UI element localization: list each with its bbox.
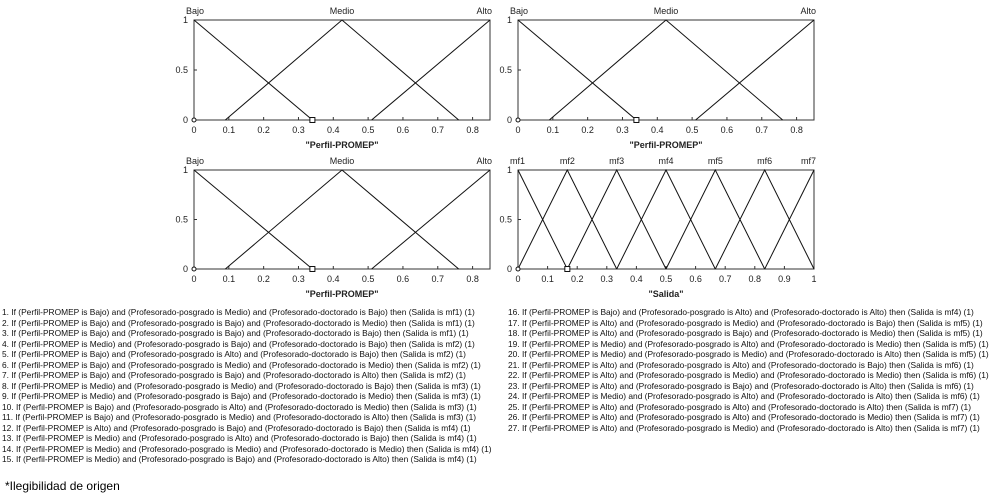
x-axis-label: "Perfil-PROMEP"	[305, 140, 379, 150]
rules-list-left	[2, 307, 492, 465]
x-tick-label: 0.8	[466, 274, 479, 284]
rule-item: 4. If (Perfil-PROMEP is Medio) and (Profesorado-posgrado is Bajo) and (Profesorado-doctorado is Bajo) then (Salida is mf2) (1)	[2, 338, 475, 349]
series-label: mf1	[510, 156, 526, 166]
rule-item: 8. If (Perfil-PROMEP is Medio) and (Profesorado-posgrado is Medio) and (Profesorado-doctorado is Bajo) then (Salida is mf3) (1)	[2, 380, 481, 391]
x-tick-label: 0.5	[659, 274, 673, 284]
origin-marker	[516, 118, 520, 122]
series-label: Medio	[329, 6, 355, 16]
marker-square	[310, 118, 315, 123]
x-tick-label: 0.2	[257, 125, 270, 135]
y-tick-label: 0.5	[499, 214, 512, 225]
series-line-Medio	[549, 20, 782, 120]
x-tick-label: 0.3	[616, 125, 629, 135]
rule-item: 24. If (Perfil-PROMEP is Medio) and (Profesorado-posgrado is Alto) and (Profesorado-doctorado is Alto) then (Salida is mf6) (1)	[508, 391, 980, 401]
rule-item: 14. If (Perfil-PROMEP is Medio) and (Profesorado-posgrado is Medio) and (Profesorado-doctorado is Medio) then (Salida is mf4) (1)	[2, 443, 492, 454]
x-tick-label: 0.7	[718, 274, 732, 284]
x-tick-label: 1	[811, 274, 817, 284]
rule-item: 15. If (Perfil-PROMEP is Medio) and (Profesorado-posgrado is Bajo) and (Profesorado-doctorado is Alto) then (Salida is mf4) (1)	[2, 454, 477, 464]
x-tick-label: 0.2	[581, 125, 594, 135]
rule-item: 19. If (Perfil-PROMEP is Medio) and (Profesorado-posgrado is Alto) and (Profesorado-doctorado is Medio) then (Salida is mf5) (1)	[508, 338, 989, 349]
rule-item: 2. If (Perfil-PROMEP is Bajo) and (Profesorado-posgrado is Bajo) and (Profesorado-doctorado is Medio) then (Salida is mf1) (1)	[2, 317, 475, 328]
x-tick-label: 0.8	[748, 274, 762, 284]
rule-item: 9. If (Perfil-PROMEP is Medio) and (Profesorado-posgrado is Bajo) and (Profesorado-doctorado is Medio) then (Salida is mf3) (1)	[2, 391, 481, 401]
rule-item: 18. If (Perfil-PROMEP is Alto) and (Profesorado-posgrado is Bajo) and (Profesorado-doctorado is Medio) then (Salida is mf5) (1)	[508, 328, 983, 338]
rule-item: 7. If (Perfil-PROMEP is Bajo) and (Profesorado-posgrado is Bajo) and (Profesorado-doctorado is Alto) then (Salida is mf2) (1)	[2, 370, 466, 380]
series-line-Bajo	[194, 170, 312, 269]
marker-square	[634, 118, 639, 123]
series-label: mf2	[559, 156, 575, 166]
rule-item: 6. If (Perfil-PROMEP is Bajo) and (Profesorado-posgrado is Medio) and (Profesorado-doctorado is Medio) then (Salida is mf2) (1)	[2, 359, 481, 370]
series-line-Bajo	[194, 20, 312, 120]
rule-item: 3. If (Perfil-PROMEP is Bajo) and (Profesorado-posgrado is Bajo) and (Profesorado-doctorado is Bajo) then (Salida is mf1) (1)	[2, 328, 469, 338]
rule-item: 25. If (Perfil-PROMEP is Alto) and (Profesorado-posgrado is Alto) and (Profesorado-doctorado is Alto) then (Salida is mf7) (1)	[508, 401, 972, 412]
rule-item: 20. If (Perfil-PROMEP is Medio) and (Profesorado-posgrado is Medio) and (Profesorado-doctorado is Alto) then (Salida is mf5) (1)	[508, 349, 989, 359]
rule-item: 26. If (Perfil-PROMEP is Alto) and (Profesorado-posgrado is Alto) and (Profesorado-doctorado is Medio) then (Salida is mf7) (1)	[508, 412, 980, 422]
y-tick-label: 1	[182, 165, 188, 175]
chart-1	[175, 6, 492, 150]
x-tick-label: 0.1	[222, 125, 236, 135]
x-tick-label: 0.7	[755, 125, 769, 135]
origin-marker	[516, 267, 520, 271]
rule-item: 10. If (Perfil-PROMEP is Bajo) and (Profesorado-posgrado is Alto) and (Profesorado-doctorado is Medio) then (Salida is mf3) (1)	[2, 401, 477, 412]
x-tick-label: 0.7	[431, 274, 445, 284]
series-label: mf4	[658, 156, 674, 166]
x-tick-label: 0.2	[570, 274, 584, 284]
x-tick-label: 0	[515, 274, 521, 284]
series-label: Alto	[476, 156, 492, 166]
rule-item: 1. If (Perfil-PROMEP is Bajo) and (Profesorado-posgrado is Medio) and (Profesorado-doctorado is Bajo) then (Salida is mf1) (1)	[2, 307, 475, 317]
x-axis-label: "Salida"	[648, 289, 684, 299]
chart-4	[499, 156, 816, 299]
x-tick-label: 0.5	[361, 125, 375, 135]
origin-marker	[192, 118, 196, 122]
series-label: Bajo	[186, 156, 205, 166]
footnote: *Ilegibilidad de origen	[5, 479, 120, 493]
x-tick-label: 0.4	[651, 125, 664, 135]
x-tick-label: 0.1	[541, 274, 554, 284]
x-tick-label: 0.8	[790, 125, 803, 135]
x-tick-label: 0.6	[720, 125, 734, 135]
rule-item: 21. If (Perfil-PROMEP is Alto) and (Profesorado-posgrado is Alto) and (Profesorado-doctorado is Bajo) then (Salida is mf6) (1)	[508, 359, 974, 370]
x-tick-label: 0.3	[292, 125, 305, 135]
y-tick-label: 0	[506, 264, 512, 274]
series-label: mf5	[707, 156, 723, 166]
x-tick-label: 0	[515, 125, 521, 135]
x-tick-label: 0.4	[327, 274, 340, 284]
series-label: Medio	[329, 156, 355, 166]
rule-item: 27. If (Perfil-PROMEP is Alto) and (Profesorado-posgrado is Medio) and (Profesorado-doctorado is Alto) then (Salida is mf7) (1)	[508, 422, 980, 433]
series-label: Medio	[653, 6, 679, 16]
x-tick-label: 0.6	[396, 125, 410, 135]
rule-item: 22. If (Perfil-PROMEP is Alto) and (Profesorado-posgrado is Medio) and (Profesorado-doctorado is Medio) then (Salida is mf6) (1)	[508, 370, 989, 380]
x-tick-label: 0.1	[222, 274, 236, 284]
series-line-mf2	[518, 170, 617, 269]
x-tick-label: 0.4	[630, 274, 643, 284]
y-tick-label: 0	[182, 264, 188, 274]
series-label: mf6	[757, 156, 773, 166]
rule-item: 12. If (Perfil-PROMEP is Alto) and (Profesorado-posgrado is Bajo) and (Profesorado-doctorado is Bajo) then (Salida is mf4) (1)	[2, 422, 471, 433]
chart-2	[499, 6, 816, 150]
series-line-Medio	[225, 20, 458, 120]
series-line-mf6	[715, 170, 814, 269]
series-line-mf4	[617, 170, 716, 269]
series-label: Alto	[800, 6, 816, 16]
rule-item: 11. If (Perfil-PROMEP is Bajo) and (Profesorado-posgrado is Medio) and (Profesorado-doctorado is Alto) then (Salida is mf3) (1)	[2, 412, 477, 422]
series-label: Bajo	[186, 6, 205, 16]
series-line-Alto	[696, 20, 814, 120]
x-tick-label: 0	[191, 274, 197, 284]
x-tick-label: 0.6	[396, 274, 410, 284]
x-axis-label: "Perfil-PROMEP"	[305, 289, 379, 299]
y-tick-label: 1	[506, 165, 512, 175]
plot-frame	[194, 20, 490, 120]
y-tick-label: 0	[182, 115, 188, 125]
rule-item: 17. If (Perfil-PROMEP is Alto) and (Profesorado-posgrado is Medio) and (Profesorado-doctorado is Bajo) then (Salida is mf5) (1)	[508, 317, 983, 328]
x-tick-label: 0.6	[689, 274, 702, 284]
x-tick-label: 0.3	[292, 274, 305, 284]
series-line-Alto	[372, 170, 490, 269]
x-tick-label: 0	[191, 125, 197, 135]
x-tick-label: 0.5	[361, 274, 375, 284]
series-line-Bajo	[518, 20, 636, 120]
marker-square	[565, 267, 570, 272]
y-tick-label: 0.5	[175, 214, 188, 225]
y-tick-label: 1	[506, 15, 512, 25]
series-label: mf7	[800, 156, 816, 166]
x-tick-label: 0.2	[257, 274, 270, 284]
y-tick-label: 0.5	[175, 65, 188, 75]
x-tick-label: 0.7	[431, 125, 445, 135]
series-line-mf3	[567, 170, 666, 269]
rule-item: 5. If (Perfil-PROMEP is Bajo) and (Profesorado-posgrado is Alto) and (Profesorado-doctorado is Bajo) then (Salida is mf2) (1)	[2, 349, 466, 359]
series-line-mf5	[666, 170, 765, 269]
plot-frame	[194, 170, 490, 269]
x-axis-label: "Perfil-PROMEP"	[629, 140, 703, 150]
x-tick-label: 0.5	[685, 125, 699, 135]
series-line-Medio	[225, 170, 458, 269]
origin-marker	[192, 267, 196, 271]
plot-frame	[518, 170, 814, 269]
rule-item: 13. If (Perfil-PROMEP is Medio) and (Profesorado-posgrado is Alto) and (Profesorado-doctorado is Bajo) then (Salida is mf4) (1)	[2, 433, 477, 443]
series-label: mf3	[609, 156, 625, 166]
rules-list-right	[508, 307, 989, 433]
x-tick-label: 0.9	[778, 274, 791, 284]
marker-square	[310, 267, 315, 272]
x-tick-label: 0.3	[600, 274, 614, 284]
x-tick-label: 0.8	[466, 125, 479, 135]
y-tick-label: 0	[506, 115, 512, 125]
series-line-Alto	[372, 20, 490, 120]
plot-frame	[518, 20, 814, 120]
y-tick-label: 0.5	[499, 65, 512, 75]
chart-3	[175, 156, 492, 299]
series-label: Bajo	[510, 6, 529, 16]
rule-item: 23. If (Perfil-PROMEP is Alto) and (Profesorado-posgrado is Bajo) and (Profesorado-doctorado is Alto) then (Salida is mf6) (1)	[508, 380, 974, 391]
rule-item: 16. If (Perfil-PROMEP is Bajo) and (Profesorado-posgrado is Alto) and (Profesorado-doctorado is Alto) then (Salida is mf4) (1)	[508, 307, 974, 317]
series-label: Alto	[476, 6, 492, 16]
x-tick-label: 0.1	[546, 125, 560, 135]
y-tick-label: 1	[182, 15, 188, 25]
x-tick-label: 0.4	[327, 125, 340, 135]
